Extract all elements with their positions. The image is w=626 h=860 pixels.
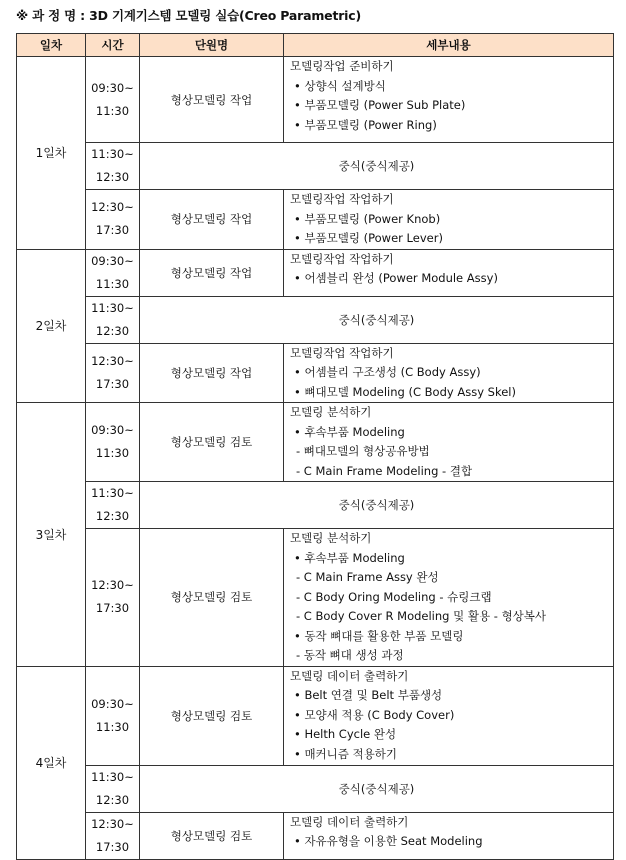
session-time <box>86 529 140 667</box>
lunch-row <box>17 143 614 190</box>
sub-item: - C Main Frame Modeling - 결합 <box>296 463 473 478</box>
lunch-label: 중식(중식제공) <box>140 143 614 190</box>
header-unit: 단원명 <box>140 34 284 57</box>
day-label: 4일차 <box>17 666 86 859</box>
lunch-label: 중식(중식제공) <box>140 765 614 812</box>
time-end: 11:30 <box>95 276 130 291</box>
time-end: 11:30 <box>95 719 130 734</box>
header-row <box>17 34 614 57</box>
detail-item: • 부품모델링 (Power Lever) <box>294 231 443 245</box>
session-row <box>17 812 614 859</box>
session-row <box>17 249 614 296</box>
time-end: 12:30 <box>95 170 130 184</box>
session-time <box>86 403 140 482</box>
lunch-row <box>17 765 614 812</box>
session-row <box>17 666 614 765</box>
time-start: 11:30~ <box>91 147 134 161</box>
session-time <box>86 249 140 296</box>
time-end: 11:30 <box>95 446 130 460</box>
unit-name: 형상모델링 검토 <box>140 812 284 859</box>
time-start: 12:30~ <box>91 353 134 368</box>
detail-cell <box>284 57 614 143</box>
time-end: 17:30 <box>95 223 130 238</box>
session-row <box>17 190 614 250</box>
session-time <box>86 666 140 765</box>
detail-item: • 후속부품 Modeling <box>294 424 405 439</box>
header-detail: 세부내용 <box>284 34 614 57</box>
header-time: 시간 <box>86 34 140 57</box>
detail-item: • 부품모델링 (Power Sub Plate) <box>294 98 466 112</box>
time-end: 12:30 <box>95 509 130 523</box>
day-label: 1일차 <box>17 57 86 250</box>
unit-name: 형상모델링 작업 <box>140 57 284 143</box>
time-start: 11:30~ <box>91 486 134 500</box>
unit-name: 형상모델링 작업 <box>140 190 284 250</box>
detail-item: • 어셈블리 구조생성 (C Body Assy) <box>294 365 481 379</box>
detail-cell <box>284 403 614 482</box>
detail-cell <box>284 666 614 765</box>
session-time <box>86 812 140 859</box>
detail-item: • 자유유형을 이용한 Seat Modeling <box>294 834 483 848</box>
detail-title: 모델링 분석하기 <box>290 405 372 419</box>
time-start: 09:30~ <box>91 253 134 268</box>
detail-title: 모델링작업 작업하기 <box>290 192 394 206</box>
sub-item: - 동작 뼈대 생성 과정 <box>296 648 404 662</box>
time-start: 11:30~ <box>91 300 134 315</box>
session-time <box>86 57 140 143</box>
sub-item: - C Body Cover R Modeling 및 활용 - 형상복사 <box>296 609 546 623</box>
detail-item: • 어셈블리 완성 (Power Module Assy) <box>294 271 498 285</box>
time-end: 11:30 <box>95 103 130 118</box>
detail-title: 모델링작업 작업하기 <box>290 251 394 266</box>
session-row <box>17 403 614 482</box>
detail-cell <box>284 190 614 250</box>
time-start: 11:30~ <box>91 769 134 784</box>
time-start: 09:30~ <box>91 423 134 437</box>
detail-cell <box>284 343 614 403</box>
session-time <box>86 765 140 812</box>
session-row <box>17 343 614 403</box>
schedule-table <box>16 33 614 860</box>
session-row <box>17 57 614 143</box>
detail-title: 모델링 데이터 출력하기 <box>290 668 409 683</box>
unit-name: 형상모델링 검토 <box>140 666 284 765</box>
time-start: 09:30~ <box>91 696 134 711</box>
detail-item: • 모양새 적용 (C Body Cover) <box>294 707 455 722</box>
detail-cell <box>284 812 614 859</box>
time-end: 17:30 <box>95 601 130 616</box>
time-start: 12:30~ <box>91 200 134 215</box>
time-end: 17:30 <box>95 376 130 391</box>
time-end: 17:30 <box>95 839 130 854</box>
sub-item: - 뼈대모델의 형상공유방법 <box>296 444 430 458</box>
unit-name: 형상모델링 작업 <box>140 343 284 403</box>
detail-title: 모델링작업 준비하기 <box>290 59 394 73</box>
lunch-row <box>17 296 614 343</box>
detail-cell <box>284 529 614 667</box>
time-end: 12:30 <box>95 792 130 807</box>
schedule-body <box>17 57 614 860</box>
detail-item: • 동작 뼈대를 활용한 부품 모델링 <box>294 628 464 643</box>
day-label: 3일차 <box>17 403 86 667</box>
detail-cell <box>284 249 614 296</box>
session-time <box>86 343 140 403</box>
unit-name: 형상모델링 작업 <box>140 249 284 296</box>
detail-item: • 부품모델링 (Power Ring) <box>294 117 437 132</box>
time-end: 12:30 <box>95 323 130 338</box>
detail-item: • 뼈대모델 Modeling (C Body Assy Skel) <box>294 384 516 399</box>
course-title: ※ 과 정 명 : 3D 기계기스템 모델링 실습(Creo Parametric) <box>16 8 361 23</box>
sub-item: - C Body Oring Modeling - 슈링크랩 <box>296 589 492 604</box>
session-time <box>86 190 140 250</box>
time-start: 09:30~ <box>91 80 134 95</box>
session-time <box>86 143 140 190</box>
detail-item: • 상향식 설계방식 <box>294 78 386 93</box>
unit-name: 형상모델링 검토 <box>140 403 284 482</box>
time-start: 12:30~ <box>91 816 134 831</box>
detail-item: • 후속부품 Modeling <box>294 550 405 565</box>
day-label: 2일차 <box>17 249 86 403</box>
detail-title: 모델링작업 작업하기 <box>290 345 394 360</box>
lunch-label: 중식(중식제공) <box>140 482 614 529</box>
detail-item: • 매커니즘 적용하기 <box>294 746 397 761</box>
detail-item: • Helth Cycle 완성 <box>294 727 397 741</box>
time-start: 12:30~ <box>91 578 134 593</box>
session-row <box>17 529 614 667</box>
detail-title: 모델링 데이터 출력하기 <box>290 814 409 829</box>
lunch-label: 중식(중식제공) <box>140 296 614 343</box>
detail-item: • 부품모델링 (Power Knob) <box>294 211 441 226</box>
session-time <box>86 482 140 529</box>
session-time <box>86 296 140 343</box>
detail-item: • Belt 연결 및 Belt 부품생성 <box>294 688 443 702</box>
lunch-row <box>17 482 614 529</box>
unit-name: 형상모델링 검토 <box>140 529 284 667</box>
detail-title: 모델링 분석하기 <box>290 531 372 545</box>
sub-item: - C Main Frame Assy 완성 <box>296 570 439 584</box>
header-day: 일차 <box>17 34 86 57</box>
